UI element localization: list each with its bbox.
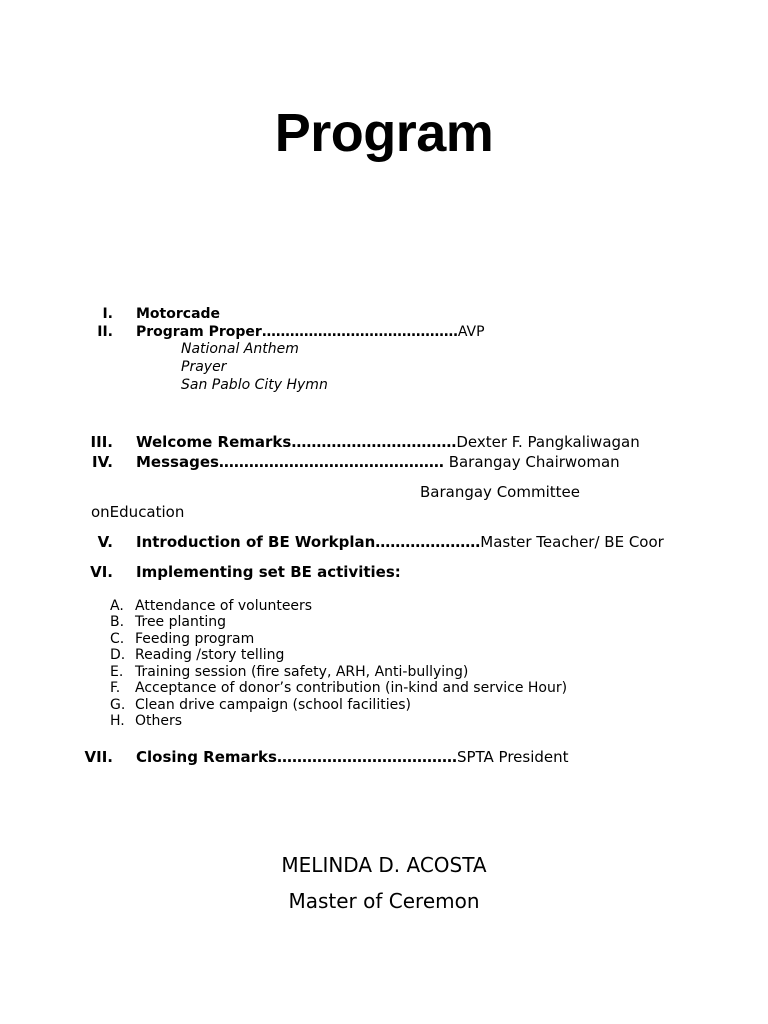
activity-letter: F. [110, 680, 121, 696]
item-numeral: VI. [90, 563, 113, 581]
activity-letter: G. [110, 697, 126, 713]
item-label: Implementing set BE activities: [136, 563, 401, 581]
activity-text: Tree planting [135, 614, 226, 630]
sub-item: Prayer [181, 359, 227, 375]
item-line [136, 532, 664, 552]
item-label: Welcome Remarks…………………………… [136, 433, 457, 451]
item-label: Program Proper…………………………………… [136, 324, 458, 340]
activity-text: Clean drive campaign (school facilities) [135, 697, 411, 713]
activity-text: Attendance of volunteers [135, 598, 313, 614]
item-value: AVP [457, 324, 485, 340]
item-label: Closing Remarks……………………………… [136, 748, 457, 766]
item-value: Master Teacher/ BE Coor [480, 533, 664, 551]
item-line [136, 323, 485, 341]
item-numeral: IV. [92, 453, 113, 471]
page-title: Program [274, 103, 494, 163]
item-value: Barangay Chairwoman [443, 453, 620, 471]
activity-letter: D. [110, 647, 126, 663]
item-numeral: VII. [84, 748, 113, 766]
item-continuation: onEducation [91, 503, 185, 521]
item-label: Messages……………………………………… [136, 453, 444, 471]
activity-letter: A. [110, 598, 124, 614]
item-continuation: Barangay Committee [420, 483, 580, 501]
item-numeral: II. [97, 324, 113, 340]
activity-letter: C. [110, 631, 125, 647]
activity-text: Acceptance of donor’s contribution (in-kind and service Hour) [135, 680, 568, 696]
item-line [136, 432, 640, 452]
activity-text: Others [135, 713, 183, 729]
activity-letter: B. [110, 614, 125, 630]
sub-item: National Anthem [181, 341, 299, 357]
item-line [136, 747, 569, 767]
activity-text: Reading /story telling [135, 647, 285, 663]
item-numeral: I. [102, 306, 113, 322]
item-label: Introduction of BE Workplan………………… [136, 533, 481, 551]
signatory-name: MELINDA D. ACOSTA [281, 853, 487, 877]
item-value: Dexter F. Pangkaliwagan [456, 433, 640, 451]
activity-letter: H. [110, 713, 125, 729]
activity-text: Training session (fire safety, ARH, Anti-bullying) [135, 664, 469, 680]
item-label: Motorcade [136, 306, 221, 322]
item-numeral: III. [90, 433, 113, 451]
activity-letter: E. [110, 664, 124, 680]
item-numeral: V. [97, 533, 113, 551]
signatory-role: Master of Ceremon [288, 889, 480, 913]
activity-text: Feeding program [135, 631, 255, 647]
sub-item: San Pablo City Hymn [181, 377, 328, 393]
item-value: SPTA President [456, 748, 569, 766]
item-line [136, 452, 620, 472]
